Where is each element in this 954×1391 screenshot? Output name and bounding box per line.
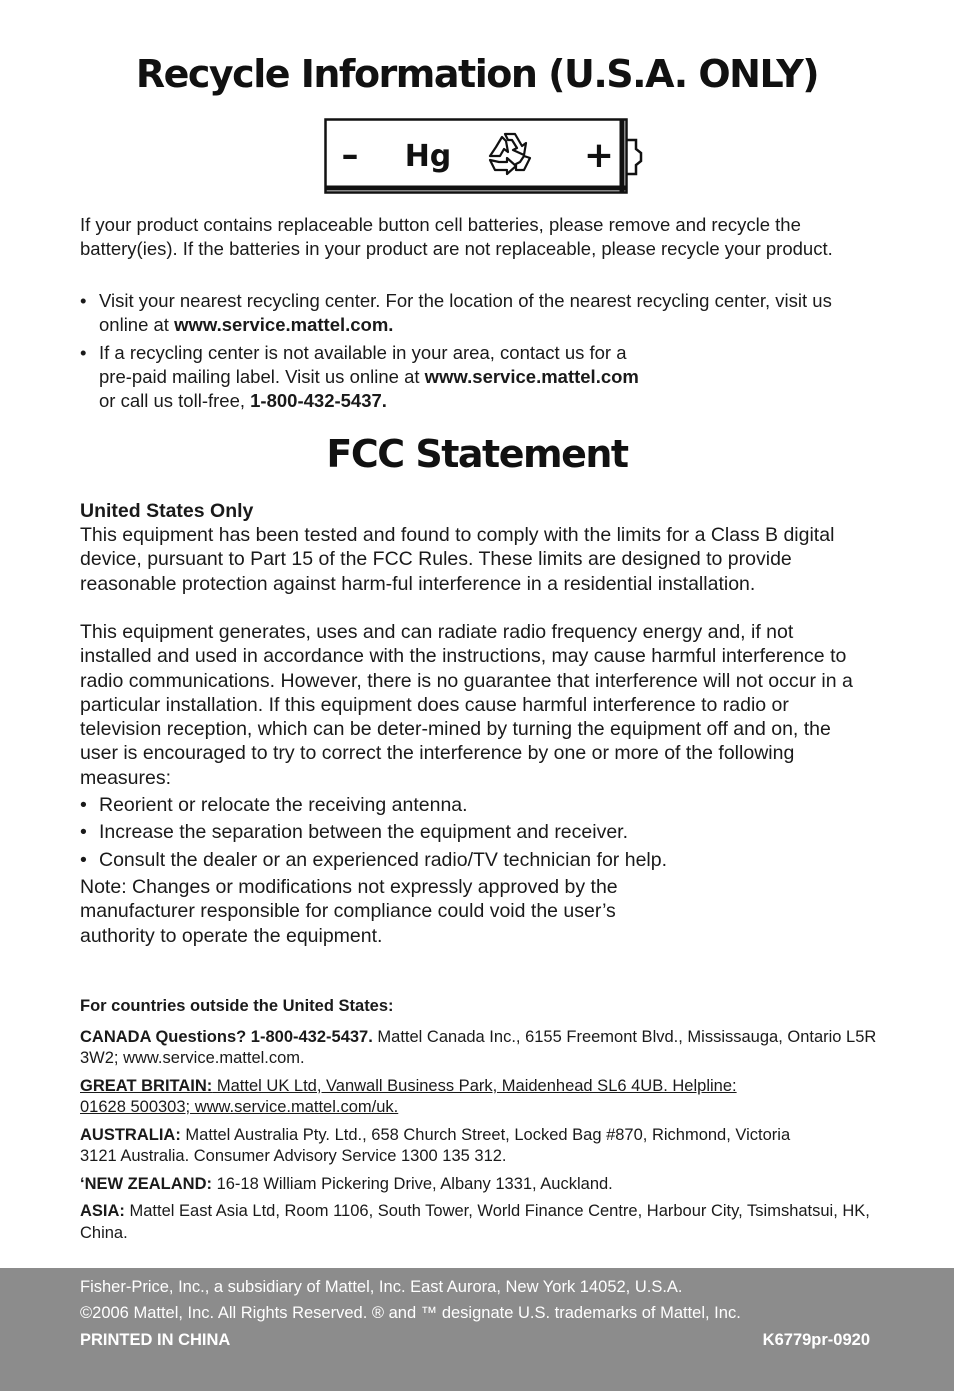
countries-heading: For countries outside the United States: bbox=[80, 997, 394, 1015]
battery-label: Hg bbox=[404, 139, 452, 174]
fcc-measures-list bbox=[80, 793, 870, 872]
fcc-measure-item: • Increase the separation between the equipment and receiver. bbox=[80, 820, 870, 844]
recycle-phone-number: 1-800-432-5437. bbox=[250, 390, 387, 411]
battery-minus: – bbox=[341, 135, 359, 175]
fcc-measure-item: • Reorient or relocate the receiving antenna. bbox=[80, 793, 870, 817]
footer-copyright-line: ©2006 Mattel, Inc. All Rights Reserved. ® and ™ designate U.S. trademarks of Mattel, Inc. bbox=[80, 1304, 741, 1322]
recycle-bullet-list bbox=[80, 289, 850, 413]
asia-text: Mattel East Asia Ltd, Room 1106, South Tower, World Finance Centre, Harbour City, Tsimshatsui, HK, China. bbox=[80, 1202, 870, 1242]
canada-text: Mattel Canada Inc., 6155 Freemont Blvd., Mississauga, Ontario L5R 3W2; www.service.mattel.com. bbox=[80, 1027, 877, 1067]
recycle-website-link[interactable]: www.service.mattel.com bbox=[424, 366, 639, 387]
australia-contact bbox=[80, 1125, 815, 1168]
battery-plus: + bbox=[583, 135, 615, 176]
recycle-bullet-text: Visit your nearest recycling center. For the location of the nearest recycling center, visit us online at bbox=[99, 290, 832, 335]
recycle-title: Recycle Information (U.S.A. ONLY) bbox=[135, 52, 819, 96]
fcc-title: FCC Statement bbox=[326, 432, 628, 476]
international-contacts bbox=[80, 996, 880, 1250]
australia-text: Mattel Australia Pty. Ltd., 658 Church Street, Locked Bag #870, Richmond, Victoria 3121 Australia. Consumer Advisory Service 1300 135 312. bbox=[80, 1125, 791, 1165]
great-britain-text: Mattel UK Ltd, Vanwall Business Park, Maidenhead SL6 4UB. Helpline: 01628 500303; www.service.mattel.com/uk. bbox=[80, 1076, 737, 1116]
fcc-paragraph-1: This equipment has been tested and found to comply with the limits for a Class B digital device, pursuant to Part 15 of the FCC Rules. These limits are designed to provide reasonable protection against harm-ful interference in a residential installation. bbox=[80, 524, 835, 595]
recycle-icon bbox=[490, 134, 530, 174]
australia-label: AUSTRALIA: bbox=[80, 1125, 181, 1144]
recycle-bullet-text: or call us toll-free, bbox=[99, 390, 251, 411]
asia-label: ASIA: bbox=[80, 1202, 125, 1220]
canada-contact bbox=[80, 1027, 880, 1070]
fcc-measure-item: • Consult the dealer or an experienced radio/TV technician for help. bbox=[80, 848, 870, 872]
recycle-bullet-item bbox=[80, 289, 850, 337]
recycle-website-link[interactable]: www.service.mattel.com. bbox=[174, 314, 394, 335]
recycle-bullet-item bbox=[80, 341, 659, 413]
new-zealand-contact bbox=[80, 1174, 880, 1196]
recycle-intro: If your product contains replaceable button cell batteries, please remove and recycle the battery(ies). If the batteries in your product are not replaceable, please recycle your product. bbox=[80, 214, 833, 259]
fcc-note: Note: Changes or modifications not expressly approved by the manufacturer responsible for compliance could void the user’s authority to operate the equipment. bbox=[80, 876, 618, 947]
canada-label: CANADA Questions? 1-800-432-5437. bbox=[80, 1027, 373, 1046]
recycle-bullet-text: If a recycling center is not available in your area, contact us for a pre-paid mailing label. Visit us online at bbox=[99, 342, 627, 387]
footer-product-code: K6779pr-0920 bbox=[762, 1331, 870, 1349]
fcc-subhead: United States Only bbox=[80, 500, 254, 522]
battery-icon bbox=[324, 118, 644, 194]
footer-company-line: Fisher-Price, Inc., a subsidiary of Mattel, Inc. East Aurora, New York 14052, U.S.A. bbox=[80, 1278, 683, 1296]
new-zealand-label: ‘NEW ZEALAND: bbox=[80, 1174, 212, 1193]
great-britain-label: GREAT BRITAIN: bbox=[80, 1076, 213, 1095]
fcc-paragraph-2: This equipment generates, uses and can radiate radio frequency energy and, if not installed and used in accordance with the instructions, may cause harmful interference to radio communications. However, there is no guarantee that interference will not occur in a particular installation. If this equipment does cause harmful interference to radio or television reception, which can be deter-mined by turning the equipment off and on, the user is encouraged to try to correct the interference by one or more of the following measures: bbox=[80, 621, 853, 789]
footer-band bbox=[0, 1268, 954, 1391]
footer-printed-in: PRINTED IN CHINA bbox=[80, 1331, 231, 1349]
great-britain-contact bbox=[80, 1076, 740, 1119]
new-zealand-text: 16-18 William Pickering Drive, Albany 1331, Auckland. bbox=[211, 1174, 613, 1193]
asia-contact bbox=[80, 1201, 880, 1244]
